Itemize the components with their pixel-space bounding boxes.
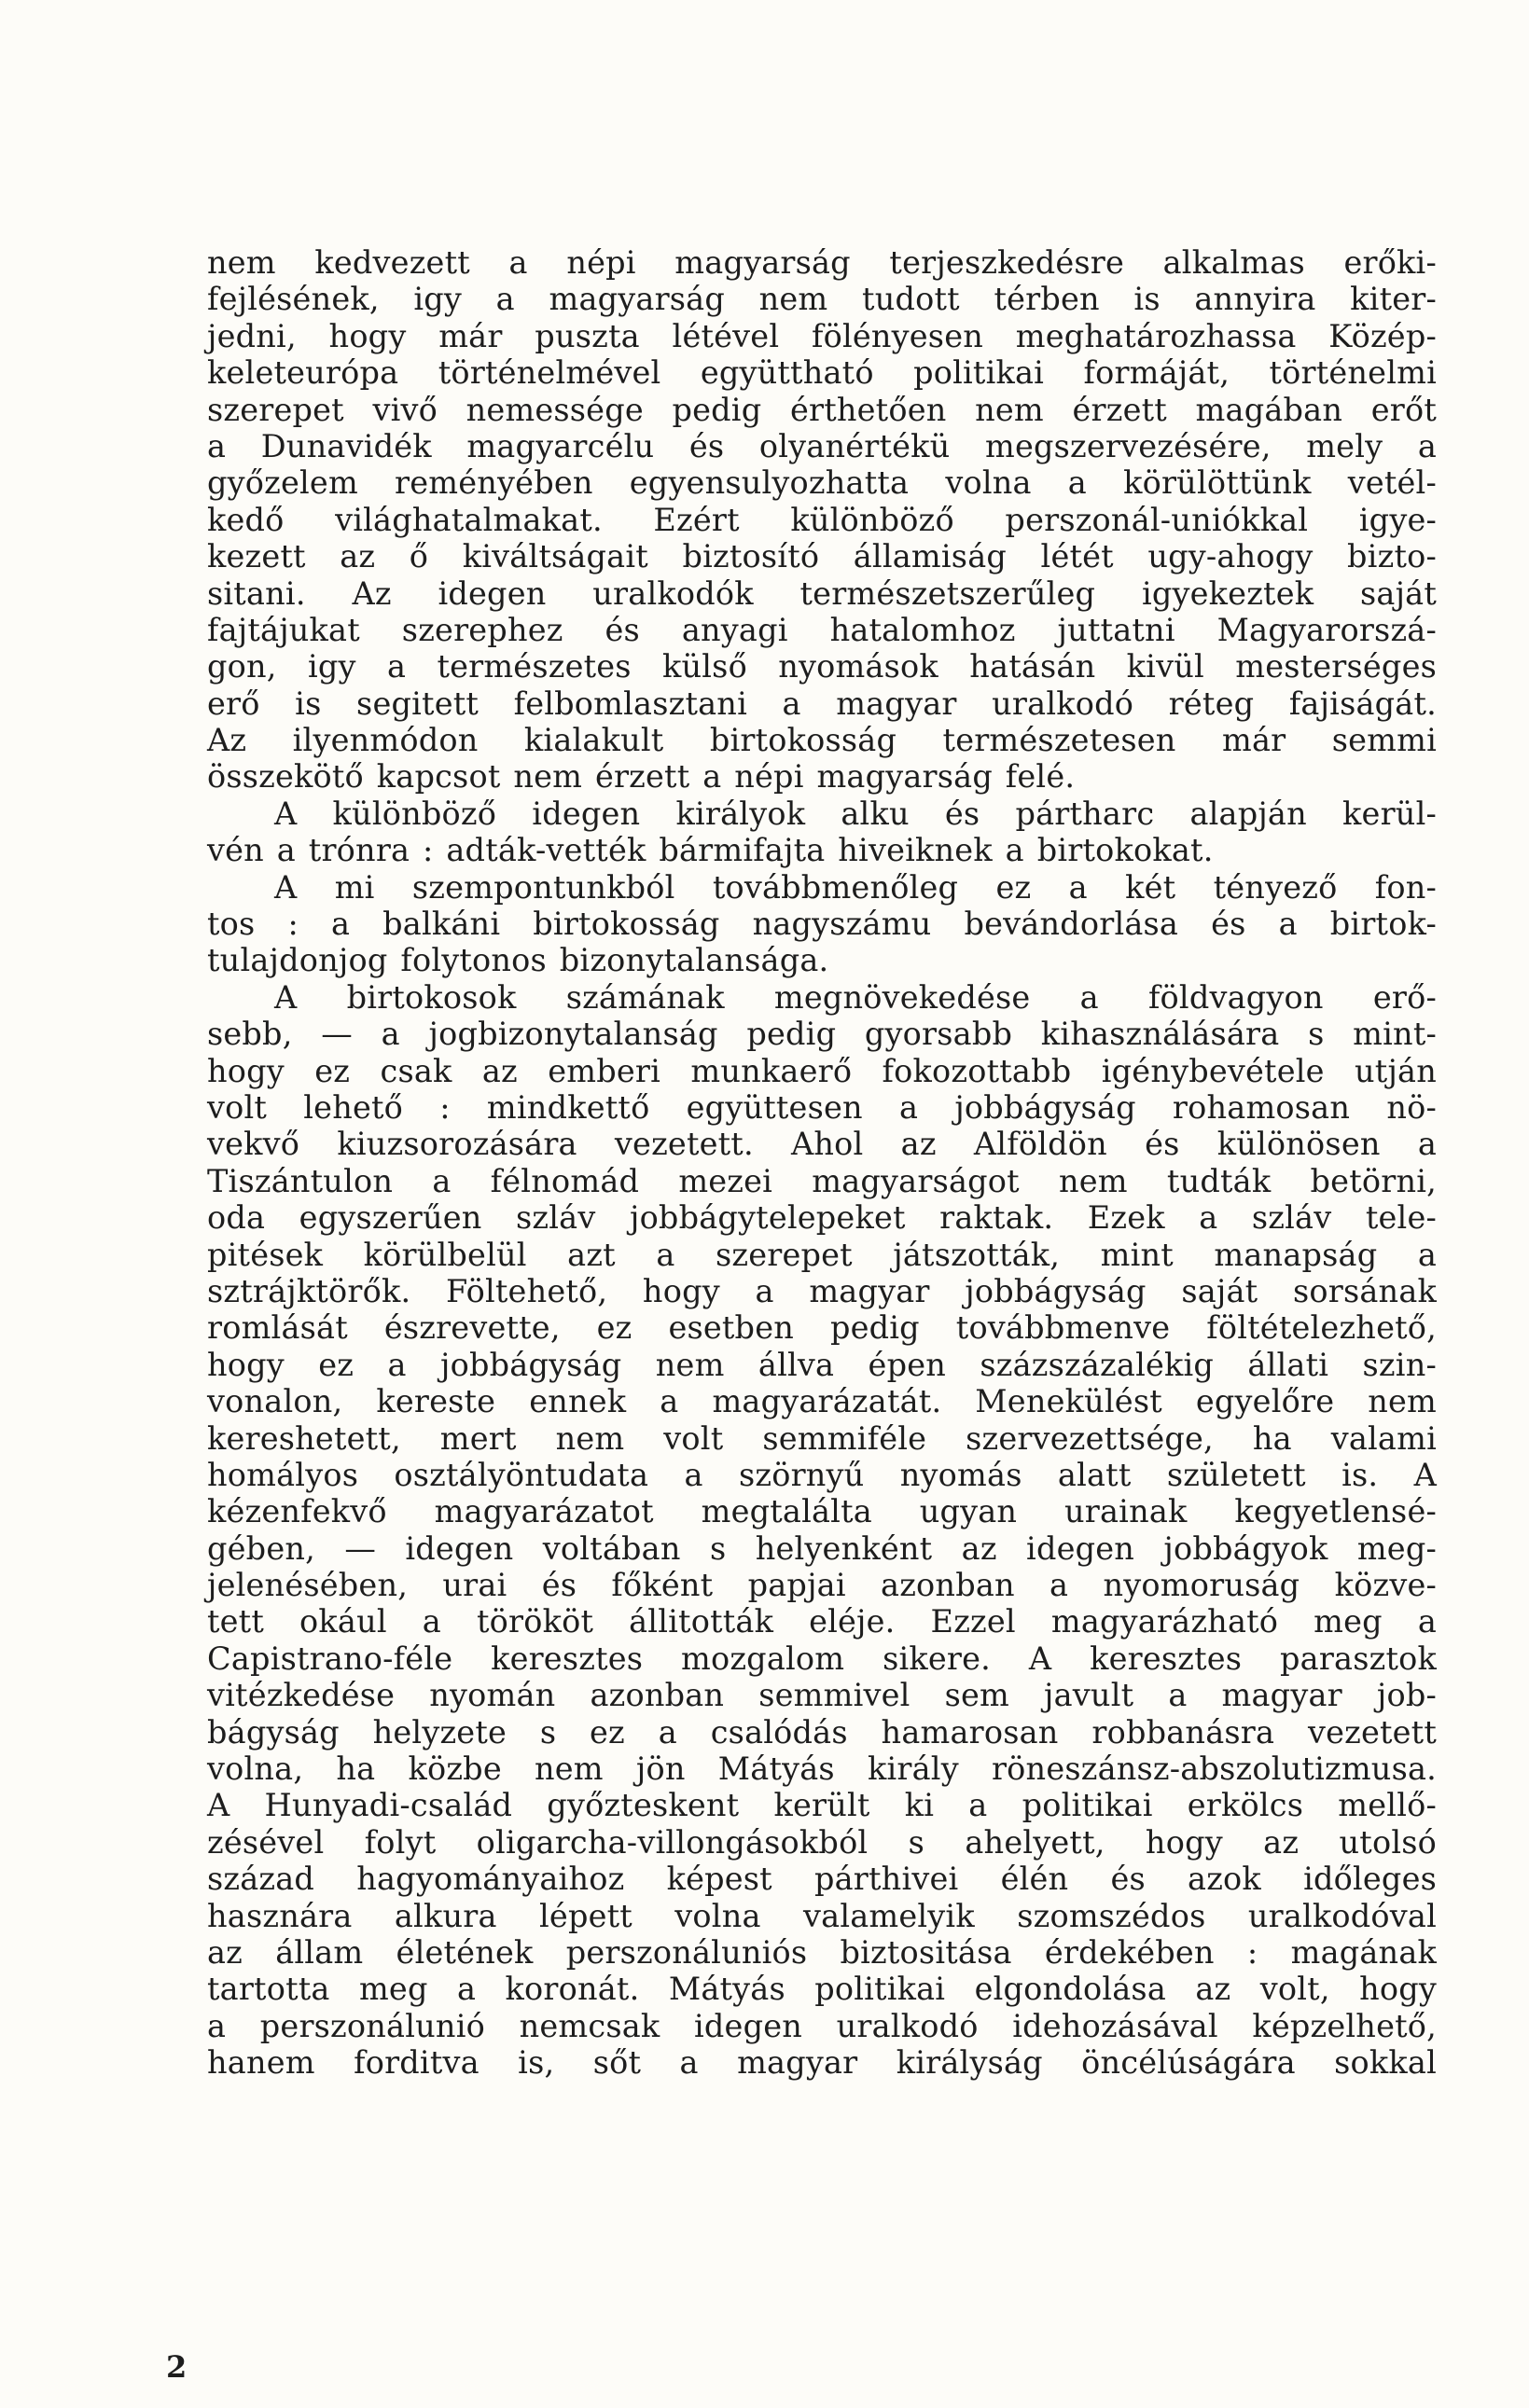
text-line: vén a trónra : adták-vették bármifajta hiveiknek a birtokokat.	[207, 832, 1214, 869]
text-line: fajtájukat szerephez és anyagi hatalomhoz juttatni Magyarorszá-	[207, 611, 1437, 648]
text-line: A Hunyadi-család győzteskent került ki a politikai erkölcs mellő-	[207, 1787, 1437, 1824]
text-line: fejlésének, igy a magyarság nem tudott térben is annyira kiter-	[207, 281, 1437, 318]
text-line: vonalon, kereste ennek a magyarázatát. Menekülést egyelőre nem	[207, 1383, 1437, 1420]
text-line: a perszonálunió nemcsak idegen uralkodó idehozásával képzelhető,	[207, 2007, 1437, 2044]
text-line: A mi szempontunkból továbbmenőleg ez a két tényező fon-	[274, 868, 1437, 906]
text-line: az állam életének perszonáluniós biztositása érdekében : magának	[207, 1933, 1437, 1971]
text-line: gon, igy a természetes külső nyomások hatásán kivül mesterséges	[207, 648, 1437, 685]
text-line: tulajdonjog folytonos bizonytalansága.	[207, 942, 829, 979]
text-line: hanem forditva is, sőt a magyar királyság öncélúságára sokkal	[207, 2044, 1437, 2082]
text-line: zésével folyt oligarcha-villongásokból s ahelyett, hogy az utolsó	[207, 1823, 1437, 1861]
page-number: 2	[166, 2349, 188, 2385]
text-line: Capistrano-féle keresztes mozgalom sikere. A keresztes parasztok	[207, 1640, 1437, 1677]
text-line: bágyság helyzete s ez a csalódás hamarosan robbanásra vezetett	[207, 1713, 1437, 1751]
text-line: erő is segitett felbomlasztani a magyar uralkodó réteg fajiságát.	[207, 685, 1437, 722]
text-line: összekötő kapcsot nem érzett a népi magyarság felé.	[207, 758, 1076, 796]
text-line: hogy ez csak az emberi munkaerő fokozottabb igénybevétele utján	[207, 1052, 1437, 1089]
text-line: keleteurópa történelmével együttható politikai formáját, történelmi	[207, 354, 1437, 392]
text-line: A különböző idegen királyok alku és pártharc alapján kerül-	[274, 795, 1437, 832]
text-line: szerepet vivő nemessége pedig érthetően nem érzett magában erőt	[207, 391, 1437, 428]
text-line: A birtokosok számának megnövekedése a földvagyon erő-	[274, 978, 1437, 1016]
text-line: vekvő kiuzsorozására vezetett. Ahol az Alföldön és különösen a	[207, 1126, 1437, 1163]
text-line: jelenésében, urai és főként papjai azonban a nyomoruság közve-	[207, 1567, 1437, 1604]
text-line: nem kedvezett a népi magyarság terjeszkedésre alkalmas erőki-	[207, 244, 1437, 281]
text-line: pitések körülbelül azt a szerepet játszották, mint manapság a	[207, 1236, 1437, 1273]
text-line: kedő világhatalmakat. Ezért különböző perszonál-uniókkal igye-	[207, 501, 1437, 538]
text-line: Tiszántulon a félnomád mezei magyarságot nem tudták betörni,	[207, 1162, 1437, 1199]
page-text	[207, 244, 1437, 2082]
text-line: romlását észrevette, ez esetben pedig továbbmenve föltételezhető,	[207, 1309, 1437, 1347]
text-line: Az ilyenmódon kialakult birtokosság természetesen már semmi	[207, 722, 1437, 759]
text-line: tett okául a törököt állitották eléje. Ezzel magyarázható meg a	[207, 1603, 1437, 1640]
text-line: homályos osztályöntudata a szörnyű nyomás alatt született is. A	[207, 1456, 1437, 1493]
text-line: század hagyományaihoz képest párthivei élén és azok időleges	[207, 1861, 1437, 1898]
paragraph	[207, 796, 1437, 869]
paragraph	[207, 869, 1437, 979]
text-line: volna, ha közbe nem jön Mátyás király röneszánsz-abszolutizmusa.	[207, 1751, 1437, 1788]
text-line: kereshetett, mert nem volt semmiféle szervezettsége, ha valami	[207, 1419, 1437, 1457]
text-line: sztrájktörők. Föltehető, hogy a magyar jobbágyság saját sorsának	[207, 1272, 1437, 1309]
text-line: a Dunavidék magyarcélu és olyanértékü megszervezésére, mely a	[207, 427, 1437, 464]
text-line: tartotta meg a koronát. Mátyás politikai elgondolása az volt, hogy	[207, 1971, 1437, 2008]
text-line: hasznára alkura lépett volna valamelyik szomszédos uralkodóval	[207, 1897, 1437, 1934]
paragraph	[207, 979, 1437, 2082]
text-line: hogy ez a jobbágyság nem állva épen százszázalékig állati szin-	[207, 1346, 1437, 1383]
text-line: sebb, — a jogbizonytalanság pedig gyorsabb kihasználására s mint-	[207, 1016, 1437, 1053]
text-line: volt lehető : mindkettő együttesen a jobbágyság rohamosan nö-	[207, 1088, 1437, 1126]
text-line: kezett az ő kiváltságait biztosító államiság létét ugy-ahogy bizto-	[207, 538, 1437, 575]
text-line: kézenfekvő magyarázatot megtalálta ugyan urainak kegyetlensé-	[207, 1493, 1437, 1530]
text-line: jedni, hogy már puszta létével fölényesen meghatározhassa Közép-	[207, 317, 1437, 354]
paragraph	[207, 244, 1437, 796]
text-line: oda egyszerűen szláv jobbágytelepeket raktak. Ezek a szláv tele-	[207, 1199, 1437, 1237]
text-line: tos : a balkáni birtokosság nagyszámu bevándorlása és a birtok-	[207, 906, 1437, 943]
text-line: győzelem reményében egyensulyozhatta volna a körülöttünk vetél-	[207, 464, 1437, 502]
text-line: vitézkedése nyomán azonban semmivel sem javult a magyar job-	[207, 1677, 1437, 1714]
text-line: gében, — idegen voltában s helyenként az idegen jobbágyok meg-	[207, 1529, 1437, 1567]
text-line: sitani. Az idegen uralkodók természetszerűleg igyekeztek saját	[207, 574, 1437, 612]
